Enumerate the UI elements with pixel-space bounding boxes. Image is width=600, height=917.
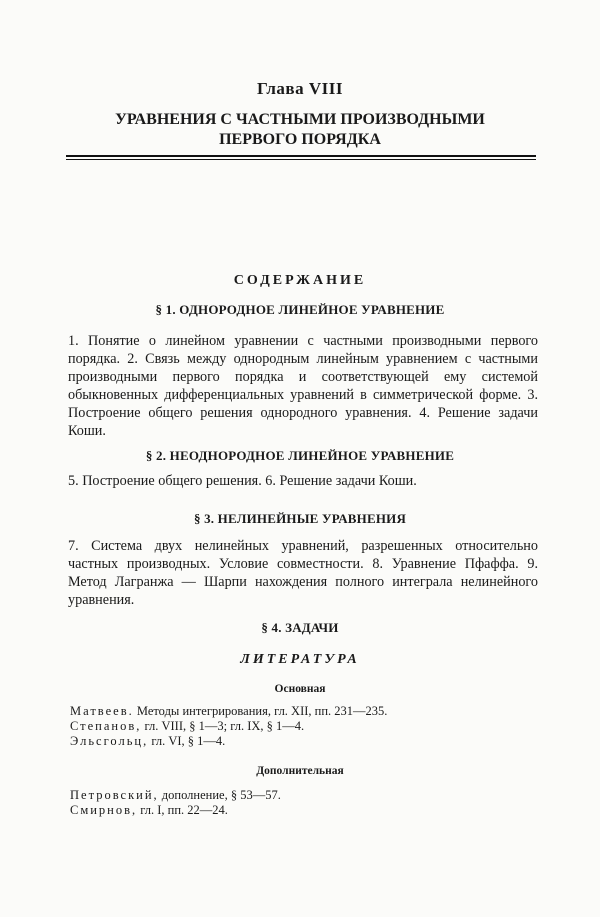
contents-heading: СОДЕРЖАНИЕ	[233, 273, 367, 288]
section-3-text: 7. Система двух нелинейных уравнений, разрешенных относительно частных производных. Условие совместности. 8. Уравнение Пфаффа. 9. Метод Лагранжа — Шарпи нахождения полного интеграла нелинейного уравнения.	[68, 538, 538, 608]
reference-details: гл. VI, § 1—4.	[148, 734, 226, 748]
additional-literature-list	[70, 788, 530, 818]
reference-author: Эльсгольц,	[70, 734, 149, 748]
reference-item	[70, 704, 530, 719]
reference-author: Петровский,	[70, 788, 159, 802]
reference-details: гл. VIII, § 1—3; гл. IX, § 1—4.	[141, 719, 305, 733]
main-literature-label: Основная	[274, 683, 326, 695]
section-2-text: 5. Построение общего решения. 6. Решение задачи Коши.	[68, 473, 417, 489]
reference-details: гл. I, пп. 22—24.	[137, 803, 228, 817]
reference-item	[70, 719, 530, 734]
section-2-title: § 2. НЕОДНОРОДНОЕ ЛИНЕЙНОЕ УРАВНЕНИЕ	[145, 448, 455, 463]
reference-details: Методы интегрирования, гл. XII, пп. 231—235.	[133, 704, 388, 718]
section-4-title: § 4. ЗАДАЧИ	[261, 620, 339, 635]
section-1-text: 1. Понятие о линейном уравнении с частными производными первого порядка. 2. Связь между однородным линейным уравнением с частными производными первого порядка и соответствующей ему системой обыкновенных дифференциальных уравнений в симметрической форме. 3. Построение общего решения однородного уравнения. 4. Решение задачи Коши.	[68, 333, 538, 439]
chapter-title-line-1: УРАВНЕНИЯ С ЧАСТНЫМИ ПРОИЗВОДНЫМИ	[115, 111, 485, 128]
chapter-title-line-2: ПЕРВОГО ПОРЯДКА	[219, 131, 381, 148]
reference-author: Матвеев.	[70, 704, 134, 718]
chapter-label: Глава VIII	[257, 79, 343, 98]
literature-heading: ЛИТЕРАТУРА	[240, 652, 360, 667]
reference-item	[70, 803, 530, 818]
main-literature-list	[70, 704, 530, 749]
section-1-title: § 1. ОДНОРОДНОЕ ЛИНЕЙНОЕ УРАВНЕНИЕ	[155, 302, 445, 317]
additional-literature-label: Дополнительная	[256, 765, 344, 777]
reference-item	[70, 788, 530, 803]
section-3-title: § 3. НЕЛИНЕЙНЫЕ УРАВНЕНИЯ	[193, 511, 407, 526]
reference-details: дополнение, § 53—57.	[158, 788, 281, 802]
reference-item	[70, 734, 530, 749]
reference-author: Степанов,	[70, 719, 142, 733]
reference-author: Смирнов,	[70, 803, 138, 817]
title-double-rule	[66, 155, 536, 160]
chapter-title	[0, 110, 600, 150]
